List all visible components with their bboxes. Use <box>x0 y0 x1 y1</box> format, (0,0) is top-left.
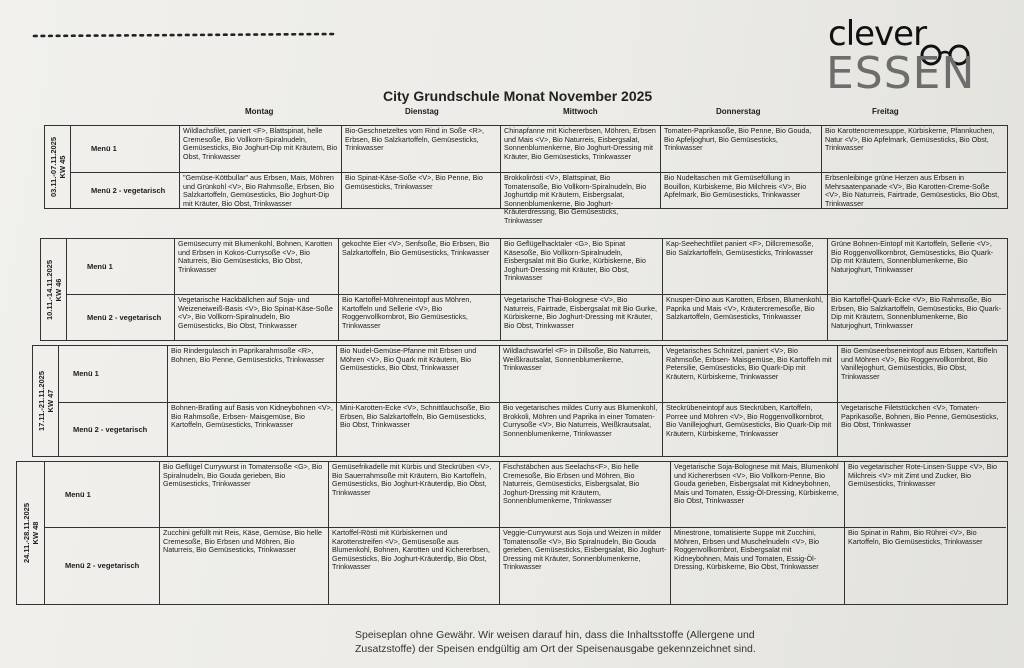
menu-cell-dienstag: Kartoffel-Rösti mit Kürbiskernen und Karottenstreifen <V>, Gemüsesoße aus Blumenkohl, Bohnen, Karotten und Kichererbsen, Gemüsesticks, Bio Joghurt-Kräuterdip, Bio Obst, Trinkwasser <box>328 528 499 604</box>
week-label <box>22 503 40 563</box>
menu-2-row <box>59 402 1006 455</box>
week-label-cell <box>45 126 71 208</box>
menu-cell-montag: Bio Rindergulasch in Paprikarahmsoße <R>, Bohnen, Bio Penne, Gemüsesticks, Trinkwasser <box>167 346 336 402</box>
week-label <box>45 259 63 319</box>
menu-cell-donnerstag: Minestrone, tomatisierte Suppe mit Zucchini, Möhren, Erbsen und Muschelnudeln <V>, Bio Roggenvollkornbrot, Eisbergsalat mit Kidneybohnen, Mais und Tomaten, Essig-Öl-Dressing, Kürbiskerne, Bio Obst, Trinkwasser <box>670 528 844 604</box>
day-header-5: Freitag <box>872 107 899 116</box>
menu-cell-montag: Vegetarische Hackbällchen auf Soja- und Weizeneiweiß-Basis <V>, Bio Spinat-Käse-Soße <V>, Bio Vollkorn-Spiralnudeln, Bio Gemüsesticks, Bio Obst, Trinkwasser <box>174 295 338 340</box>
week-date-range: 10.11.-14.11.2025 <box>44 259 54 320</box>
menu-row-label: Menü 1 <box>65 489 91 499</box>
menu-cell-mittwoch: Veggie-Currywurst aus Soja und Weizen in milder Tomatensoße <V>, Bio Spiralnudeln, Bio Gouda gerieben, Gemüsesticks, Eisbergsalat, Bio Joghurt-Dressing mit Kräuter, Sonnenblumenkerne, Trinkwasser <box>499 528 670 604</box>
week-number: KW 46 <box>53 278 63 301</box>
menu-2-row <box>71 172 1006 225</box>
menu-cell-dienstag: Bio Nudel-Gemüse-Pfanne mit Erbsen und Möhren <V>, Bio Quark mit Kräutern, Bio Gemüsesticks, Bio Obst, Trinkwasser <box>336 346 499 402</box>
menu-cell-dienstag: Gemüsefrikadelle mit Kürbis und Steckrüben <V>, Bio Sauerrahmsoße mit Kräutern, Bio Kartoffeln, Gemüsesticks, Bio Joghurt-Kräuterdip, Bio Obst, Trinkwasser <box>328 462 499 527</box>
week-label-cell <box>33 346 59 456</box>
menu-cell-freitag: Vegetarische Filetstückchen <V>, Tomaten-Paprikasoße, Bohnen, Bio Penne, Gemüsesticks, Bio Obst, Trinkwasser <box>837 403 1006 456</box>
menu-row-label: Menü 1 <box>73 369 99 378</box>
menu-2-row <box>45 527 1006 603</box>
menu-cell-donnerstag: Vegetarische Soja-Bolognese mit Mais, Blumenkohl und Kichererbsen <V>, Bio Vollkorn-Penne, Bio Gouda gerieben, Eisbergsalat mit Kidneybohnen, Mais und Tomaten, Essig-Öl-Dressing, Kürbiskerne, Bio Obst, Trinkwasser <box>670 462 844 527</box>
disclaimer-line-2: Zusatzstoffe) der Speisen endgültig am Ort der Speisenausgabe gekennzeichnet sind. <box>355 643 756 655</box>
menu-cell-freitag: Bio Gemüseerbseneintopf aus Erbsen, Kartoffeln und Möhren <V>, Bio Roggenvollkornbrot, Bio Vanillejoghurt, Gemüsesticks, Bio Obst, Trinkwasser <box>837 346 1006 402</box>
logo-word-essen: ESSEN <box>826 48 976 99</box>
week-label <box>37 371 55 431</box>
menu-cell-donnerstag: Steckrübeneintopf aus Steckrüben, Kartoffeln, Porree und Möhren <V>, Bio Roggenvollkornbrot, Bio Vanillejoghurt, Gemüsesticks, Bio Quark-Dip mit Kräutern, Kürbiskerne, Trinkwasser <box>662 403 837 456</box>
week-date-range: 03.11.-07.11.2025 <box>48 136 58 198</box>
week-block <box>32 345 1008 457</box>
menu-row-label: Menü 2 - vegetarisch <box>73 424 148 434</box>
day-header-2: Dienstag <box>405 107 439 116</box>
menu-cell-freitag: Bio Karottencremesuppe, Kürbiskerne, Pfannkuchen, Natur <V>, Bio Apfelmark, Gemüsesticks, Bio Obst, Trinkwasser <box>821 126 1006 172</box>
disclaimer <box>355 628 756 656</box>
menu-cell-mittwoch: Bio vegetarisches mildes Curry aus Blumenkohl, Brokkoli, Möhren und Paprika in einer Tomaten-Currysoße <V>, Bio Naturreis, Weißkrautsalat, Sonnenblumenkerne, Trinkwasser <box>499 403 662 456</box>
menu-cell-dienstag: gekochte Eier <V>, Senfsoße, Bio Erbsen, Bio Salzkartoffeln, Bio Gemüsesticks, Trinkwasser <box>338 239 500 294</box>
menu-cell-donnerstag: Tomaten-Paprikasoße, Bio Penne, Bio Gouda, Bio Apfeljoghurt, Bio Gemüsesticks, Trinkwasser <box>660 126 821 172</box>
menu-cell-mittwoch: Wildlachswürfel <F> in Dillsoße, Bio Naturreis, Weißkrautsalat, Sonnenblumenkerne, Trinkwasser <box>499 346 662 402</box>
menu-cell-dienstag: Bio Kartoffel-Möhreneintopf aus Möhren, Kartoffeln und Sellerie <V>, Bio Roggenvollkornbrot, Bio Gemüsesticks, Trinkwasser <box>338 295 500 340</box>
menu-cell-mittwoch: Vegetarische Thai-Bolognese <V>, Bio Naturreis, Fairtrade, Eisbergsalat mit Bio Gurke, Kürbiskerne, Bio Joghurt-Dressing mit Kräuter, Bio Obst, Trinkwasser <box>500 295 662 340</box>
day-header-3: Mittwoch <box>563 107 598 116</box>
menu-cell-dienstag: Mini-Karotten-Ecke <V>, Schnittlauchsoße, Bio Erbsen, Bio Salzkartoffeln, Bio Gemüsesticks, Bio Obst, Trinkwasser <box>336 403 499 456</box>
menu-row-label: Menü 1 <box>91 144 117 153</box>
menu-cell-dienstag: Bio Spinat-Käse-Soße <V>, Bio Penne, Bio Gemüsesticks, Trinkwasser <box>341 173 500 208</box>
menu-cell-montag: Gemüsecurry mit Blumenkohl, Bohnen, Karotten und Erbsen in Kokos-Currysoße <V>, Bio Naturreis, Bio Gemüsesticks, Bio Obst, Trinkwasser <box>174 239 338 294</box>
week-date-range: 24.11.-28.11.2025 <box>21 502 31 564</box>
menu-row-label: Menü 2 - vegetarisch <box>87 312 162 322</box>
week-block <box>44 125 1008 225</box>
dotted-line <box>34 32 334 40</box>
menu-cell-donnerstag: Kap-Seehechtfilet paniert <F>, Dillcremesoße, Bio Salzkartoffeln, Gemüsesticks, Trinkwasser <box>662 239 827 294</box>
week-number: KW 48 <box>30 521 40 545</box>
day-header-4: Donnerstag <box>716 107 761 116</box>
week-date-range: 17.11.-21.11.2025 <box>36 370 46 432</box>
menu-cell-freitag: Bio Spinat in Rahm, Bio Rührei <V>, Bio Kartoffeln, Bio Gemüsesticks, Trinkwasser <box>844 528 1006 604</box>
week-block <box>16 461 1008 605</box>
menu-cell-freitag: Grüne Bohnen-Eintopf mit Kartoffeln, Sellerie <V>, Bio Roggenvollkornbrot, Gemüsesticks, Bio Quark-Dip mit Kräutern, Sonnenblumenkerne, Bio Naturjoghurt, Trinkwasser <box>827 239 1006 294</box>
menu-cell-mittwoch: Fischstäbchen aus Seelachs<F>, Bio helle Cremesoße, Bio Erbsen und Möhren, Bio Naturreis, Gemüsesticks, Eisbergsalat, Bio Joghurt-Dressing mit Kräutern, Sonnenblumenkerne, Trinkwasser <box>499 462 670 527</box>
menu-cell-donnerstag: Vegetarisches Schnitzel, paniert <V>, Bio Rahmsoße, Erbsen- Maisgemüse, Bio Kartoffeln mit Petersilie, Gemüsesticks, Bio Quark-Dip mit Kräutern, Kürbiskerne, Trinkwasser <box>662 346 837 402</box>
menu-row-label: Menü 1 <box>87 261 113 271</box>
menu-cell-montag: Bio Geflügel Currywurst in Tomatensoße <G>, Bio Spiralnudeln, Bio Gouda gerieben, Bio Gemüsesticks, Trinkwasser <box>159 462 328 527</box>
menu-cell-mittwoch: Brokkolirösti <V>, Blattspinat, Bio Tomatensoße, Bio Vollkorn-Spiralnudeln, Bio Joghurtdip mit Kräutern, Eisbergsalat, Sonnenblumenkerne, Bio Joghurt-Kräuterdressing, Bio Gemüsesticks, Trinkwasser <box>500 173 660 208</box>
day-header-1: Montag <box>245 107 274 116</box>
page-title: City Grundschule Monat November 2025 <box>383 88 653 104</box>
menu-1-row <box>59 346 1006 402</box>
menu-cell-montag: Bohnen-Bratling auf Basis von Kidneybohnen <V>, Bio Rahmsoße, Erbsen- Maisgemüse, Bio Kartoffeln, Gemüsesticks, Trinkwasser <box>167 403 336 456</box>
menu-cell-dienstag: Bio-Geschnetzeltes vom Rind in Soße <R>, Erbsen, Bio Salzkartoffeln, Gemüsesticks, Trinkwasser <box>341 126 500 172</box>
disclaimer-line-1: Speiseplan ohne Gewähr. Wir weisen darauf hin, dass die Inhaltsstoffe (Allergene und <box>355 629 755 641</box>
menu-cell-donnerstag: Knusper-Dino aus Karotten, Erbsen, Blumenkohl, Paprika und Mais <V>, Kräutercremesoße, Bio Salzkartoffeln, Gemüsesticks, Trinkwasser <box>662 295 827 340</box>
menu-cell-mittwoch: Chinapfanne mit Kichererbsen, Möhren, Erbsen und Mais <V>, Bio Naturreis, Eisbergsalat, Sonnenblumenkerne, Bio Joghurt-Dressing mit Kräuter, Bio Gemüsesticks, Trinkwasser <box>500 126 660 172</box>
week-label-cell <box>41 239 67 340</box>
week-label <box>49 137 67 197</box>
week-label-cell <box>17 462 45 604</box>
week-number: KW 45 <box>57 155 67 179</box>
menu-1-row <box>67 239 1006 294</box>
menu-2-row <box>67 294 1006 339</box>
menu-row-label: Menü 2 - vegetarisch <box>65 561 140 570</box>
menu-cell-montag: "Gemüse-Köttbullar" aus Erbsen, Mais, Möhren und Grünkohl <V>, Bio Rahmsoße, Erbsen, Bio Salzkartoffeln, Gemüsesticks, Bio Joghurt-Dip mit Kräuter, Bio Obst, Trinkwasser <box>179 173 341 208</box>
week-number: KW 47 <box>45 389 55 413</box>
menu-cell-mittwoch: Bio Geflügelhacktaler <G>, Bio Spinat Käsesoße, Bio Vollkorn-Spiralnudeln, Eisbergsalat mit Bio Gurke, Kürbiskerne, Bio Joghurt-Dressing mit Kräuter, Bio Obst, Trinkwasser <box>500 239 662 294</box>
menu-cell-montag: Zucchini gefüllt mit Reis, Käse, Gemüse, Bio helle Cremesoße, Bio Erbsen und Möhren, Bio Naturreis, Bio Gemüsesticks, Trinkwasser <box>159 528 328 604</box>
logo-word-clever: clever <box>828 14 927 54</box>
menu-cell-freitag: Bio vegetarischer Rote-Linsen-Suppe <V>, Bio Milchreis <V> mit Zimt und Zucker, Bio Gemüsesticks, Trinkwasser <box>844 462 1006 527</box>
menu-1-row <box>45 462 1006 527</box>
menu-cell-montag: Wildlachsfilet, paniert <F>, Blattspinat, helle Cremesoße, Bio Vollkorn-Spiralnudeln, Gemüsesticks, Bio Joghurt-Dip mit Kräutern, Bio Obst, Trinkwasser <box>179 126 341 172</box>
clever-essen-logo <box>826 10 976 105</box>
menu-cell-donnerstag: Bio Nudeltaschen mit Gemüsefüllung in Bouillon, Kürbiskerne, Bio Milchreis <V>, Bio Apfelmark, Bio Gemüsesticks, Trinkwasser <box>660 173 821 208</box>
menu-row-label: Menü 2 - vegetarisch <box>91 185 166 195</box>
week-block <box>40 238 1008 341</box>
menu-cell-freitag: Bio Kartoffel-Quark-Ecke <V>, Bio Rahmsoße, Bio Erbsen, Bio Salzkartoffeln, Gemüsesticks, Bio Quark-Dip mit Kräutern, Sonnenblumenkerne, Bio Naturjoghurt, Trinkwasser <box>827 295 1006 340</box>
menu-cell-freitag: Erbsenleibinge grüne Herzen aus Erbsen in Mehrsaatenpanade <V>, Bio Karotten-Creme-Soße <V>, Bio Naturreis, Fairtrade, Gemüsesticks, Bio Obst, Trinkwasser <box>821 173 1006 208</box>
menu-1-row <box>71 126 1006 172</box>
